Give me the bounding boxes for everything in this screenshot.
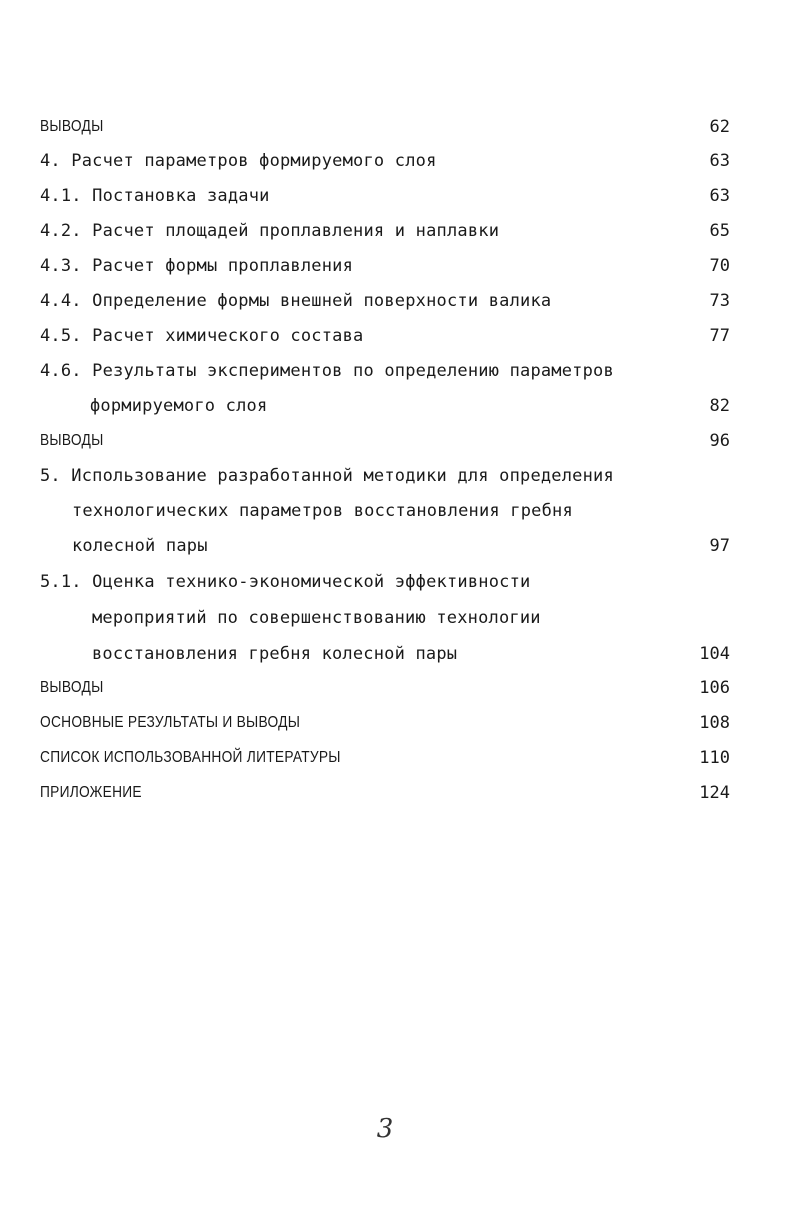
toc-entry-title-line: 4.6. Результаты экспериментов по определению параметров [40, 361, 614, 381]
toc-entry-main-results [0, 710, 794, 736]
toc-entry-page: 77 [709, 326, 730, 346]
toc-entry-appendix [0, 780, 794, 806]
toc-entry-chapter-5-cont-1 [0, 498, 794, 524]
toc-entry-section-4-2 [0, 218, 794, 244]
toc-entry-section-4-3 [0, 253, 794, 279]
toc-entry-title: 4. Расчет параметров формируемого слоя [40, 151, 437, 171]
toc-entry-conclusions-5 [0, 675, 794, 701]
toc-entry-page: 108 [699, 713, 730, 733]
toc-entry-section-4-4 [0, 288, 794, 314]
toc-entry-title: 4.1. Постановка задачи [40, 186, 270, 206]
toc-entry-chapter-4 [0, 148, 794, 174]
toc-entry-page: 97 [709, 536, 730, 556]
toc-entry-title: ВЫВОДЫ [40, 679, 104, 696]
toc-entry-page: 70 [709, 256, 730, 276]
toc-entry-references [0, 745, 794, 771]
toc-entry-page: 63 [709, 151, 730, 171]
toc-entry-title: 4.4. Определение формы внешней поверхности валика [40, 291, 552, 311]
toc-entry-title-line: 5.1. Оценка технико-экономической эффективности [40, 572, 531, 592]
toc-entry-page: 110 [699, 748, 730, 768]
toc-entry-section-4-6-cont [0, 393, 794, 419]
toc-entry-conclusions-3 [0, 114, 794, 140]
toc-entry-title: ОСНОВНЫЕ РЕЗУЛЬТАТЫ И ВЫВОДЫ [40, 714, 301, 731]
toc-entry-title: ВЫВОДЫ [40, 432, 104, 449]
toc-entry-page: 62 [709, 117, 730, 137]
toc-entry-section-4-5 [0, 323, 794, 349]
toc-entry-title-line: 5. Использование разработанной методики для определения [40, 466, 614, 486]
toc-entry-chapter-5-cont-2 [0, 533, 794, 559]
toc-entry-page: 106 [699, 678, 730, 698]
toc-entry-title-line: восстановления гребня колесной пары [92, 644, 458, 664]
toc-entry-section-5-1 [0, 569, 794, 595]
toc-entry-title-line: технологических параметров восстановления гребня [72, 501, 573, 521]
toc-entry-section-4-1 [0, 183, 794, 209]
toc-entry-conclusions-4 [0, 428, 794, 454]
toc-entry-section-4-6 [0, 358, 794, 384]
page-number: 3 [376, 1114, 394, 1144]
toc-entry-page: 82 [709, 396, 730, 416]
toc-entry-title: 4.5. Расчет химического состава [40, 326, 364, 346]
toc-entry-page: 65 [709, 221, 730, 241]
toc-entry-chapter-5 [0, 463, 794, 489]
toc-entry-page: 104 [699, 644, 730, 664]
toc-entry-page: 124 [699, 783, 730, 803]
toc-entry-title: СПИСОК ИСПОЛЬЗОВАННОЙ ЛИТЕРАТУРЫ [40, 749, 341, 766]
toc-entry-title: 4.2. Расчет площадей проплавления и наплавки [40, 221, 500, 241]
toc-entry-title-line: мероприятий по совершенствованию технологии [92, 608, 541, 628]
toc-entry-title-line: формируемого слоя [90, 396, 268, 416]
toc-entry-title: ПРИЛОЖЕНИЕ [40, 784, 142, 801]
toc-entry-title: ВЫВОДЫ [40, 118, 104, 135]
toc-entry-title-line: колесной пары [72, 536, 208, 556]
toc-entry-title: 4.3. Расчет формы проплавления [40, 256, 354, 276]
toc-entry-section-5-1-cont-2 [0, 641, 794, 667]
toc-entry-page: 96 [709, 431, 730, 451]
toc-entry-page: 63 [709, 186, 730, 206]
toc-entry-section-5-1-cont-1 [0, 605, 794, 631]
toc-entry-page: 73 [709, 291, 730, 311]
